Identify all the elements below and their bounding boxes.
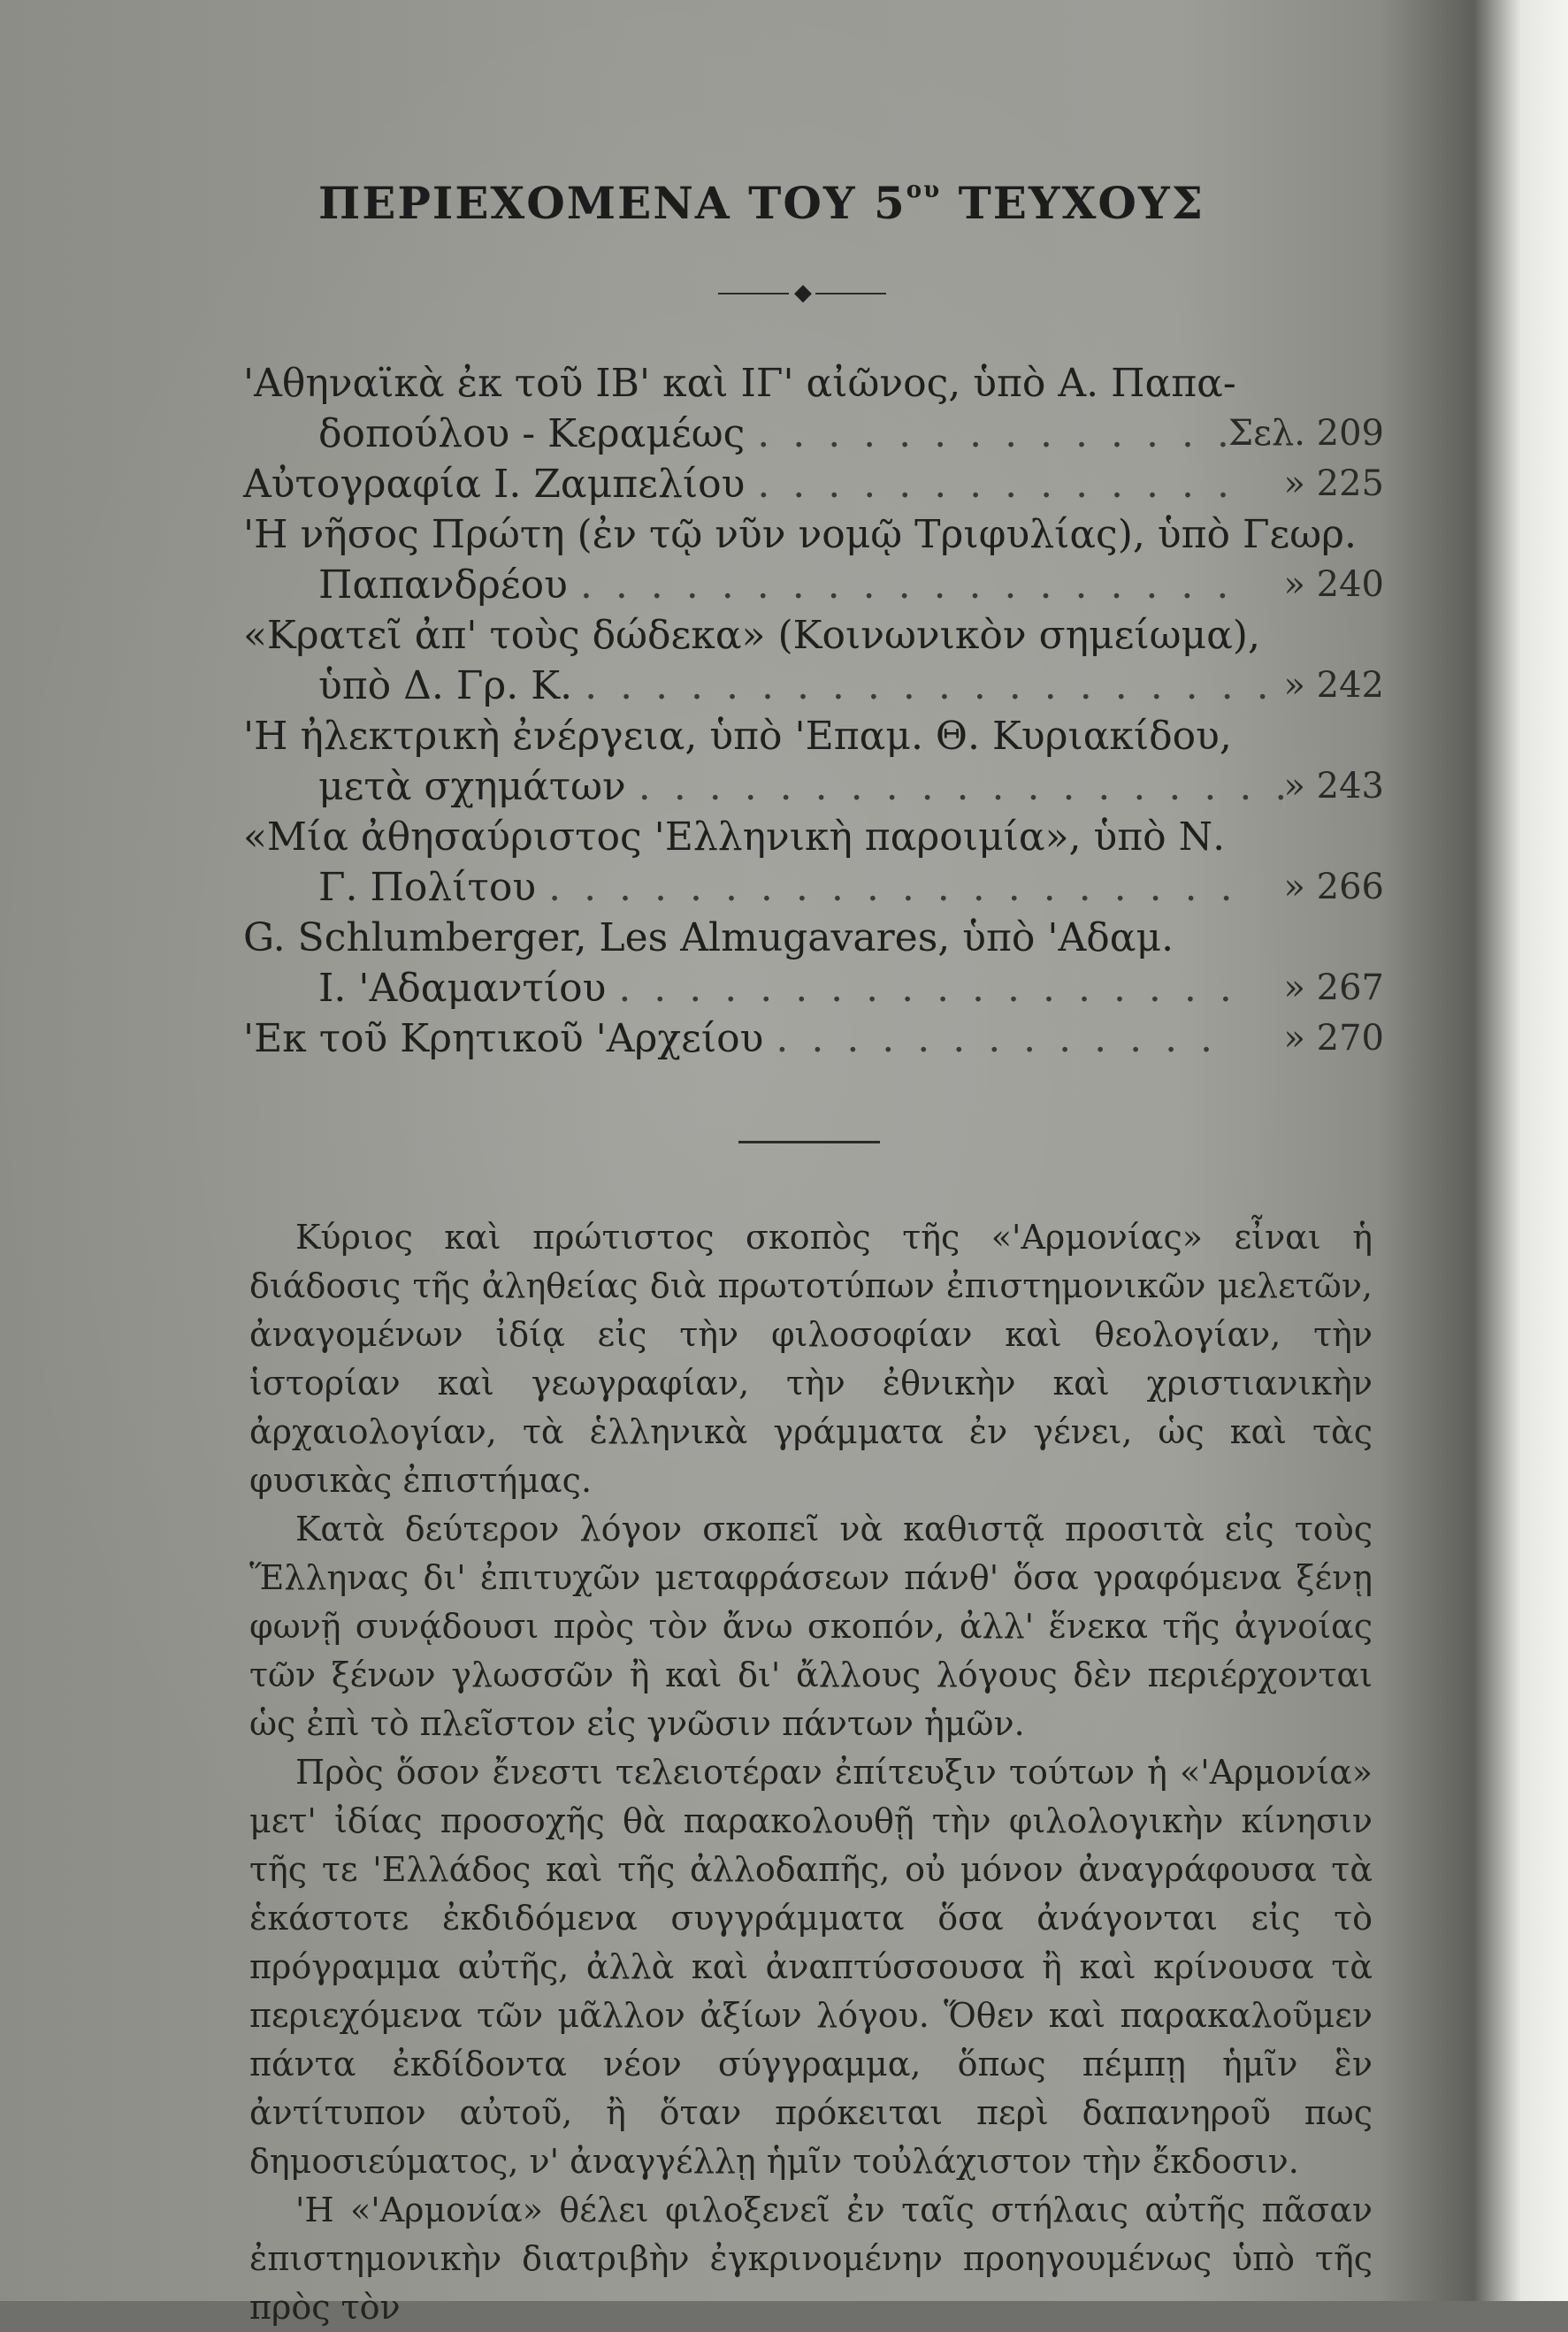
toc-page-number: » 242 <box>1283 665 1384 706</box>
toc-page-number: » 243 <box>1283 766 1384 807</box>
toc-page-number: Σελ. 209 <box>1228 413 1384 454</box>
toc-entry-title: Παπανδρέου <box>318 562 568 608</box>
toc-entry-title: G. Schlumberger, Les Almugavares, ὑπὸ 'Αδαμ. <box>243 915 1174 960</box>
toc-entry-line <box>243 1013 1384 1064</box>
toc-leader-dots: . . . . . . . . . . . . . . . . . . <box>618 966 1237 1011</box>
toc-entry-title: δοπούλου - Κεραμέως <box>318 411 746 456</box>
ornament-line-right <box>815 293 886 294</box>
toc-page-number: » 267 <box>1283 967 1384 1008</box>
notice-paragraph: 'Η «'Αρμονία» θέλει φιλοξενεῖ ἐν ταῖς στήλαις αὐτῆς πᾶσαν ἐπιστημονικὴν διατριβὴν ἐγκρινομένην προηγουμένως ὑπὸ τῆς πρὸς τὸν <box>249 2191 1373 2327</box>
toc-leader-dots: . . . . . . . . . . . . . . . . . . . . <box>585 663 1274 708</box>
title-main: ΠΕΡΙΕΧΟΜΕΝΑ ΤΟΥ 5 <box>318 177 906 229</box>
ornament-line-left <box>718 293 789 294</box>
toc-entry-line <box>243 812 1384 862</box>
toc-entry-line <box>243 560 1384 610</box>
title-end: ΤΕΥΧΟΥΣ <box>941 177 1205 229</box>
toc-entry-line <box>243 459 1384 509</box>
toc-entry-line <box>243 409 1384 459</box>
toc-entry-title: «Μία ἀθησαύριστος 'Ελληνικὴ παροιμία», ὑπὸ Ν. <box>243 814 1226 860</box>
section-divider <box>738 1141 880 1143</box>
notice-paragraph: Κατὰ δεύτερον λόγον σκοπεῖ νὰ καθιστᾷ προσιτὰ εἰς τοὺς Ἕλληνας δι' ἐπιτυχῶν μεταφράσεων πάνθ' ὅσα γραφόμενα ξένῃ φωνῇ συνᾴδουσι πρὸς τὸν ἄνω σκοπόν, ἀλλ' ἕνεκα τῆς ἀγνοίας τῶν ξένων γλωσσῶν ἢ καὶ δι' ἄλλους λόγους δὲν περιέρχονται ὡς ἐπὶ τὸ πλεῖστον εἰς γνῶσιν πάντων ἡμῶν. <box>249 1510 1373 1743</box>
title-superscript: ου <box>906 177 942 204</box>
title-ornament <box>718 279 886 306</box>
toc-entry-title: 'Η νῆσος Πρώτη (ἐν τῷ νῦν νομῷ Τριφυλίας), ὑπὸ Γεωρ. <box>243 512 1358 557</box>
toc-entry-line <box>243 509 1384 560</box>
toc-entry-line <box>243 711 1384 761</box>
ornament-diamond-icon: ◆ <box>794 279 812 306</box>
toc-page-number: » 270 <box>1283 1018 1384 1059</box>
toc-page-number: » 225 <box>1283 463 1384 504</box>
toc-entry-line <box>243 610 1384 661</box>
toc-entry-line <box>243 913 1384 963</box>
page-title <box>318 177 1291 229</box>
toc-entry-title: 'Η ἠλεκτρικὴ ἐνέργεια, ὑπὸ 'Επαμ. Θ. Κυριακίδου, <box>243 714 1232 759</box>
toc-entry-title: «Κρατεῖ ἀπ' τοὺς δώδεκα» (Κοινωνικὸν σημείωμα), <box>243 613 1260 658</box>
notice-paragraph: Κύριος καὶ πρώτιστος σκοπὸς τῆς «'Αρμονίας» εἶναι ἡ διάδοσις τῆς ἀληθείας διὰ πρωτοτύπων ἐπιστημονικῶν μελετῶν, ἀναγομένων ἰδίᾳ εἰς τὴν φιλοσοφίαν καὶ θεολογίαν, τὴν ἱστορίαν καὶ γεωγραφίαν, τὴν ἐθνικὴν καὶ χριστιανικὴν ἀρχαιολογίαν, τὰ ἑλληνικὰ γράμματα ἐν γένει, ὡς καὶ τὰς φυσικὰς ἐπιστήμας. <box>249 1218 1373 1500</box>
toc-entry-title: 'Εκ τοῦ Κρητικοῦ 'Αρχείου <box>243 1016 764 1061</box>
table-of-contents <box>243 358 1384 1064</box>
toc-entry-line <box>243 862 1384 913</box>
toc-leader-dots: . . . . . . . . . . . . . . . . . . . . <box>548 865 1238 910</box>
toc-leader-dots: . . . . . . . . . . . . . . <box>757 462 1235 507</box>
toc-page-number: » 240 <box>1283 564 1384 605</box>
toc-page-number: » 266 <box>1283 867 1384 907</box>
toc-entry-title: Γ. Πολίτου <box>318 865 537 910</box>
toc-entry-title: 'Αθηναϊκὰ ἐκ τοῦ ΙΒ' καὶ ΙΓ' αἰῶνος, ὑπὸ Α. Παπα- <box>243 361 1236 406</box>
toc-entry-line <box>243 358 1384 409</box>
toc-entry-line <box>243 761 1384 812</box>
notice-paragraph: Πρὸς ὅσον ἔνεστι τελειοτέραν ἐπίτευξιν τούτων ἡ «'Αρμονία» μετ' ἰδίας προσοχῆς θὰ παρακολουθῇ τὴν φιλολογικὴν κίνησιν τῆς τε 'Ελλάδος καὶ τῆς ἀλλοδαπῆς, οὐ μόνον ἀναγράφουσα τὰ ἑκάστοτε ἐκδιδόμενα συγγράμματα ὅσα ἀνάγονται εἰς τὸ πρόγραμμα αὐτῆς, ἀλλὰ καὶ ἀναπτύσσουσα ἢ καὶ κρίνουσα τὰ περιεχόμενα τῶν μᾶλλον ἀξίων λόγου. Ὅθεν καὶ παρακαλοῦμεν πάντα ἐκδίδοντα νέον σύγγραμμα, ὅπως πέμπῃ ἡμῖν ἓν ἀντίτυπον αὐτοῦ, ἢ ὅταν πρόκειται περὶ δαπανηροῦ πως δημοσιεύματος, ν' ἀναγγέλλῃ ἡμῖν τοὐλάχιστον τὴν ἔκδοσιν. <box>249 1753 1373 2181</box>
toc-leader-dots: . . . . . . . . . . . . . . . . . . . <box>638 764 1293 809</box>
toc-entry-title: ὑπὸ Δ. Γρ. Κ. <box>318 663 573 708</box>
toc-entry-title: μετὰ σχημάτων <box>318 764 626 809</box>
toc-leader-dots: . . . . . . . . . . . . . . <box>757 411 1235 456</box>
toc-entry-line <box>243 963 1384 1013</box>
toc-leader-dots: . . . . . . . . . . . . . . . . . . . <box>579 562 1235 608</box>
toc-entry-title: Ι. 'Αδαμαντίου <box>318 966 607 1011</box>
toc-leader-dots: . . . . . . . . . . . . . <box>776 1016 1219 1061</box>
toc-entry-title: Αὐτογραφία Ι. Ζαμπελίου <box>243 462 746 507</box>
editorial-notice <box>249 1213 1373 2332</box>
toc-entry-line <box>243 661 1384 711</box>
